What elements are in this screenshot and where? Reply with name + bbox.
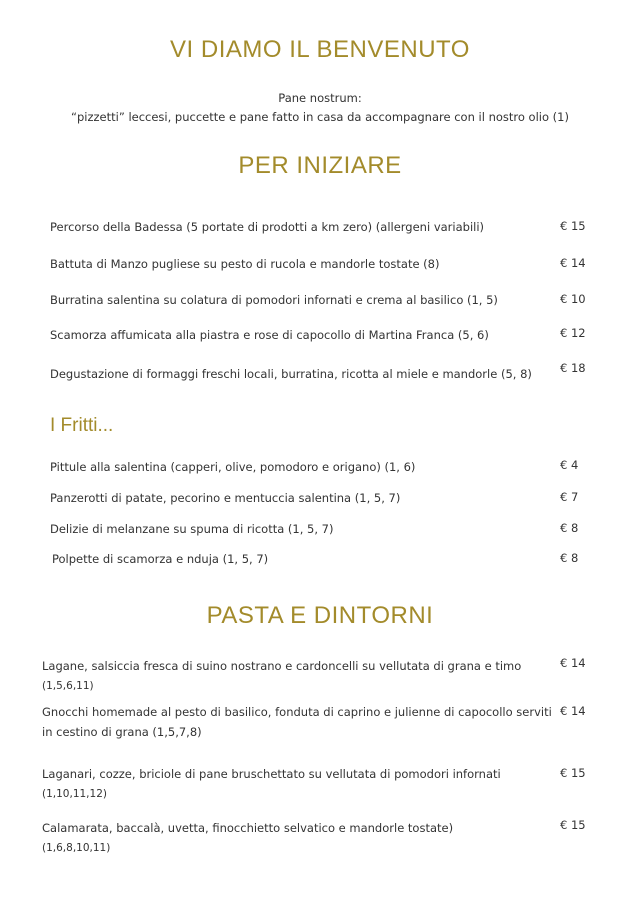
menu-item: Gnocchi homemade al pesto di basilico, fonduta di caprino e julienne di capocollo serviti in cestino di grana (1,5,7,8) <box>42 705 552 739</box>
menu-item-price: € 15 <box>560 766 586 780</box>
menu-item: Scamorza affumicata alla piastra e rose di capocollo di Martina Franca (5, 6) <box>50 328 489 342</box>
menu-item-price: € 14 <box>560 656 586 670</box>
menu-item-name: Laganari, cozze, briciole di pane bruschettato su vellutata di pomodori infornati <box>42 767 501 781</box>
menu-item-price: € 12 <box>560 326 586 340</box>
menu-item-allergens: (1,6,8,10,11) <box>42 842 111 854</box>
menu-item: Percorso della Badessa (5 portate di prodotti a km zero) (allergeni variabili) <box>50 220 485 234</box>
menu-item-price: € 15 <box>560 219 586 233</box>
menu-item-price: € 8 <box>560 551 579 565</box>
menu-item: Battuta di Manzo pugliese su pesto di rucola e mandorle tostate (8) <box>50 257 440 271</box>
menu-item-price: € 18 <box>560 361 586 375</box>
menu-item-name: Calamarata, baccalà, uvetta, finocchietto selvatico e mandorle tostate) <box>42 821 454 835</box>
menu-item <box>42 764 552 804</box>
menu-item: Polpette di scamorza e nduja (1, 5, 7) <box>52 552 269 566</box>
menu-item <box>42 818 552 858</box>
menu-item: Panzerotti di patate, pecorino e mentuccia salentina (1, 5, 7) <box>50 491 401 505</box>
fried-title: I Fritti... <box>50 415 114 436</box>
menu-item-price: € 4 <box>560 458 579 472</box>
bread-title: Pane nostrum: <box>278 91 362 105</box>
menu-item-name: Lagane, salsiccia fresca di suino nostrano e cardoncelli su vellutata di grana e timo <box>42 659 522 673</box>
bread-intro <box>0 89 640 127</box>
menu-item-allergens: (1,10,11,12) <box>42 788 107 800</box>
menu-item-price: € 14 <box>560 704 586 718</box>
pasta-title: PASTA E DINTORNI <box>206 602 434 629</box>
menu-item-allergens: (1,5,6,11) <box>42 680 94 692</box>
menu-item-price: € 15 <box>560 818 586 832</box>
bread-description: “pizzetti” leccesi, puccette e pane fatto in casa da accompagnare con il nostro olio (1) <box>71 110 569 124</box>
menu-item <box>42 656 552 696</box>
menu-item-price: € 10 <box>560 292 586 306</box>
menu-item-price: € 7 <box>560 490 579 504</box>
menu-item-price: € 14 <box>560 256 586 270</box>
menu-item: Pittule alla salentina (capperi, olive, pomodoro e origano) (1, 6) <box>50 460 416 474</box>
menu-item: Delizie di melanzane su spuma di ricotta (1, 5, 7) <box>50 522 334 536</box>
welcome-title: VI DIAMO IL BENVENUTO <box>170 36 470 63</box>
menu-item: Burratina salentina su colatura di pomodori infornati e crema al basilico (1, 5) <box>50 293 498 307</box>
menu-item-price: € 8 <box>560 521 579 535</box>
starters-title: PER INIZIARE <box>238 152 402 179</box>
menu-item: Degustazione di formaggi freschi locali, burratina, ricotta al miele e mandorle (5, 8) <box>50 367 532 381</box>
